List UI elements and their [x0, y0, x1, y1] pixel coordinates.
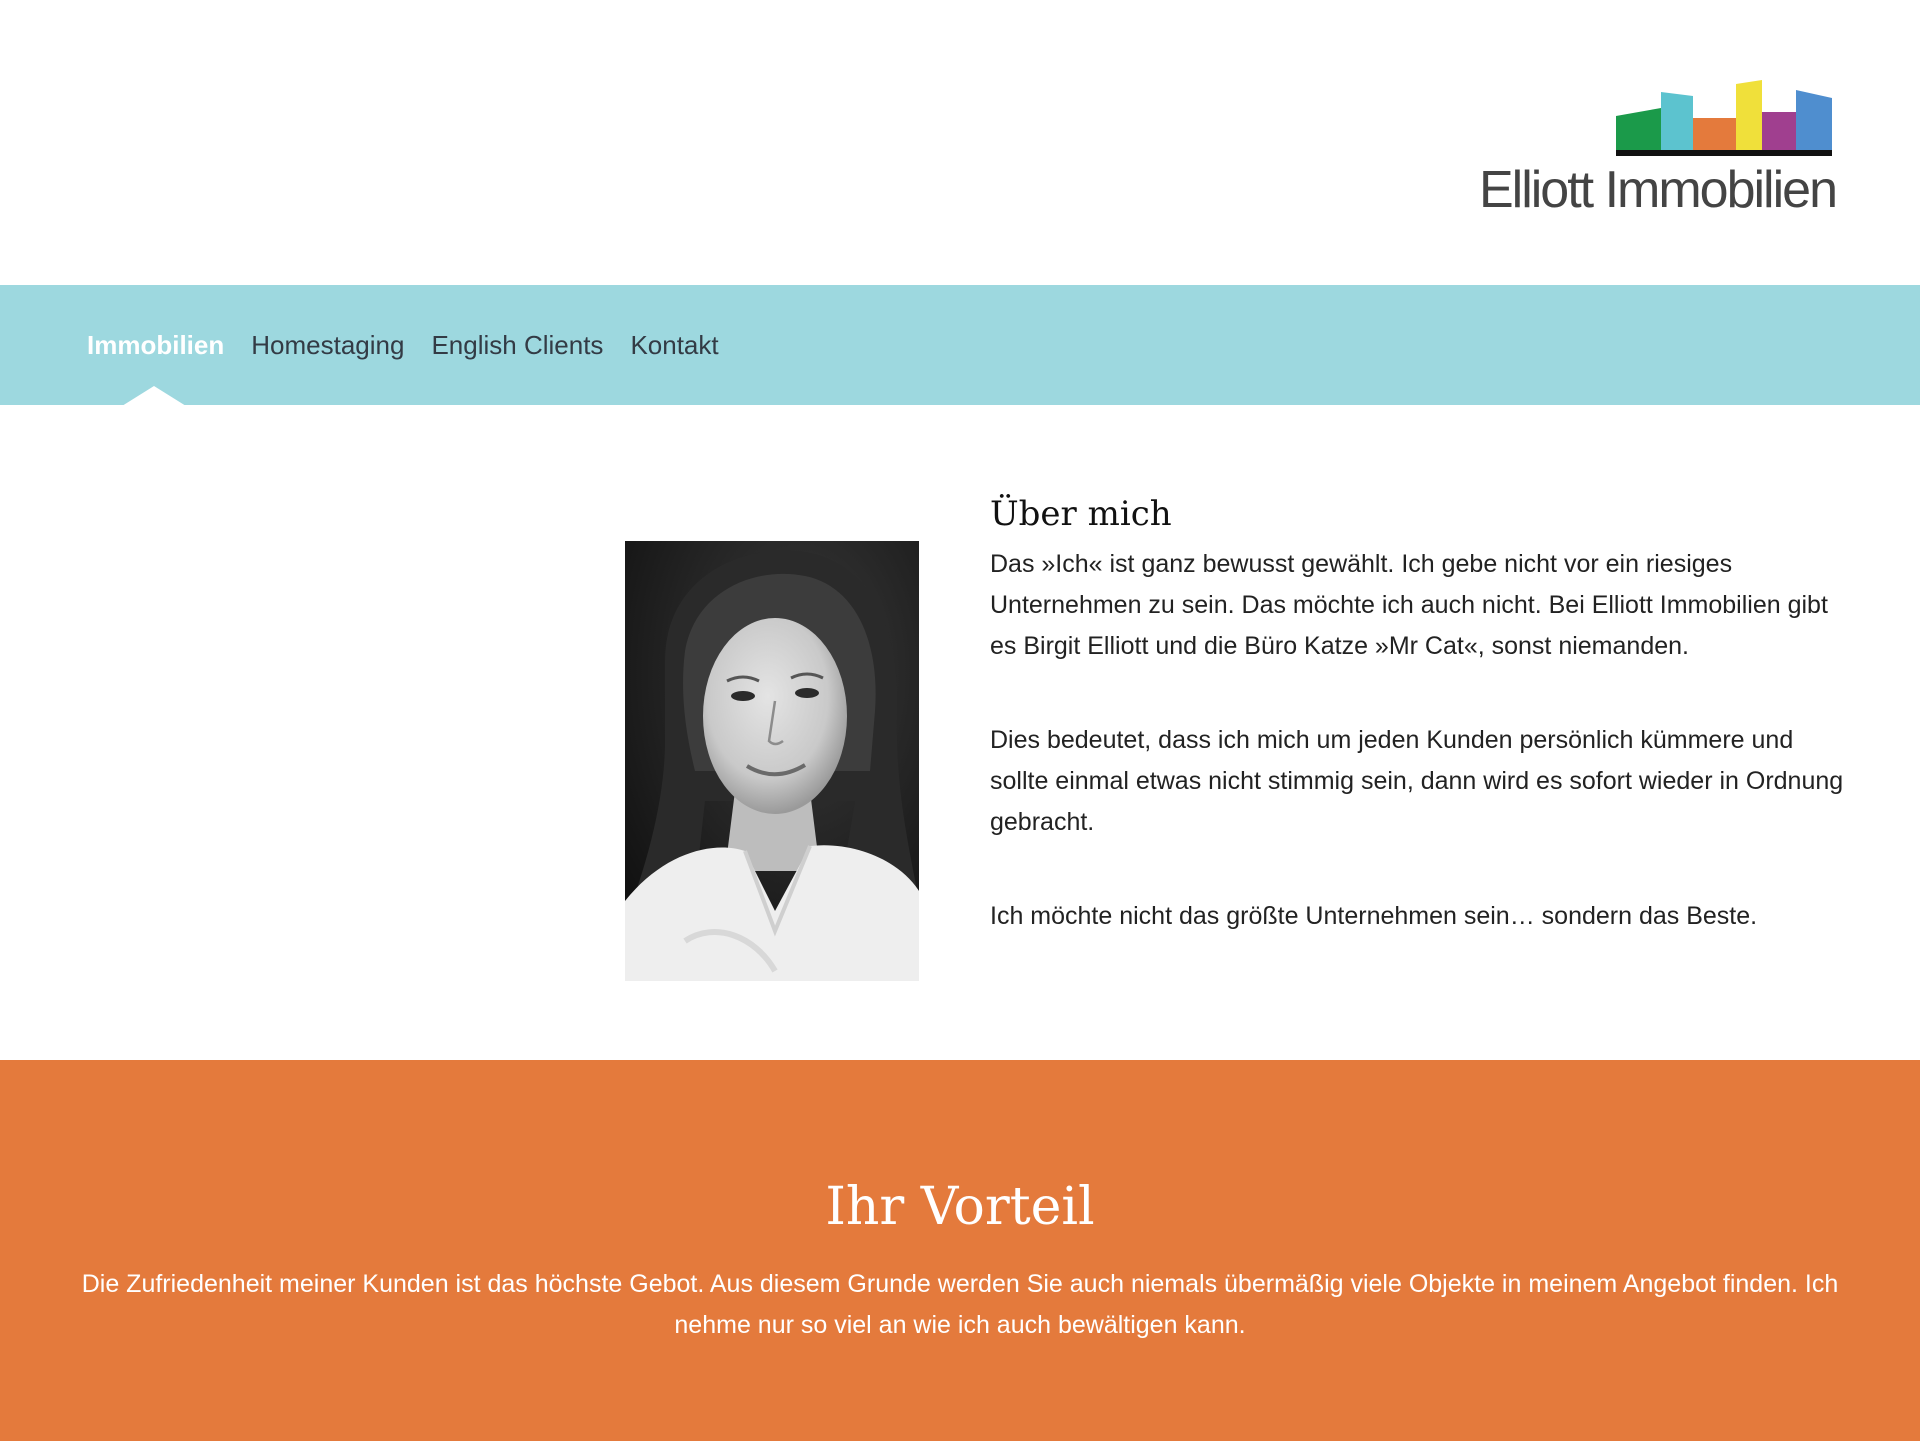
portrait-image — [625, 541, 919, 981]
brand-logo[interactable] — [1478, 78, 1840, 219]
about-title: Über mich — [990, 494, 1172, 534]
nav-item-english-clients[interactable]: English Clients — [431, 329, 604, 360]
brand-name: Elliott Immobilien — [1478, 161, 1836, 219]
about-paragraph-1: Das »Ich« ist ganz bewusst gewählt. Ich gebe nicht vor ein riesiges Unternehmen zu sein. Das möchte ich auch nicht. Bei Elliott Immobilien gibt es Birgit Elliott und die Büro Katze »Mr Cat«, sonst niemanden. — [990, 550, 1828, 660]
portrait-photo — [625, 541, 919, 981]
logo-bars-icon — [1616, 78, 1832, 156]
site-header — [0, 0, 1920, 285]
nav-item-immobilien[interactable]: Immobilien — [87, 329, 225, 360]
main-nav — [0, 285, 1920, 405]
logo-bar-orange — [1693, 118, 1736, 152]
about-paragraph-3: Ich möchte nicht das größte Unternehmen sein… sondern das Beste. — [990, 902, 1758, 930]
logo-bar-cyan — [1661, 92, 1693, 152]
nav-item-kontakt[interactable]: Kontakt — [630, 329, 719, 360]
logo-bar-yellow — [1736, 80, 1762, 152]
about-section — [0, 405, 1920, 1060]
active-nav-indicator — [122, 386, 186, 406]
advantage-text: Die Zufriedenheit meiner Kunden ist das höchste Gebot. Aus diesem Grunde werden Sie auch niemals übermäßig viele Objekte in meinem Angebot finden. Ich nehme nur so viel an wie ich auch bewältigen kann. — [81, 1270, 1839, 1339]
logo-underline — [1616, 150, 1832, 156]
advantage-section — [0, 1060, 1920, 1441]
about-paragraph-2: Dies bedeutet, dass ich mich um jeden Kunden persönlich kümmere und sollte einmal etwas nicht stimmig sein, dann wird es sofort wieder in Ordnung gebracht. — [990, 726, 1844, 836]
logo-bar-blue — [1796, 90, 1832, 152]
nav-item-homestaging[interactable]: Homestaging — [251, 329, 405, 360]
logo-bar-green — [1616, 108, 1661, 152]
about-content — [990, 490, 1850, 990]
logo-bar-purple — [1762, 112, 1796, 152]
advantage-title: Ihr Vorteil — [825, 1177, 1095, 1237]
